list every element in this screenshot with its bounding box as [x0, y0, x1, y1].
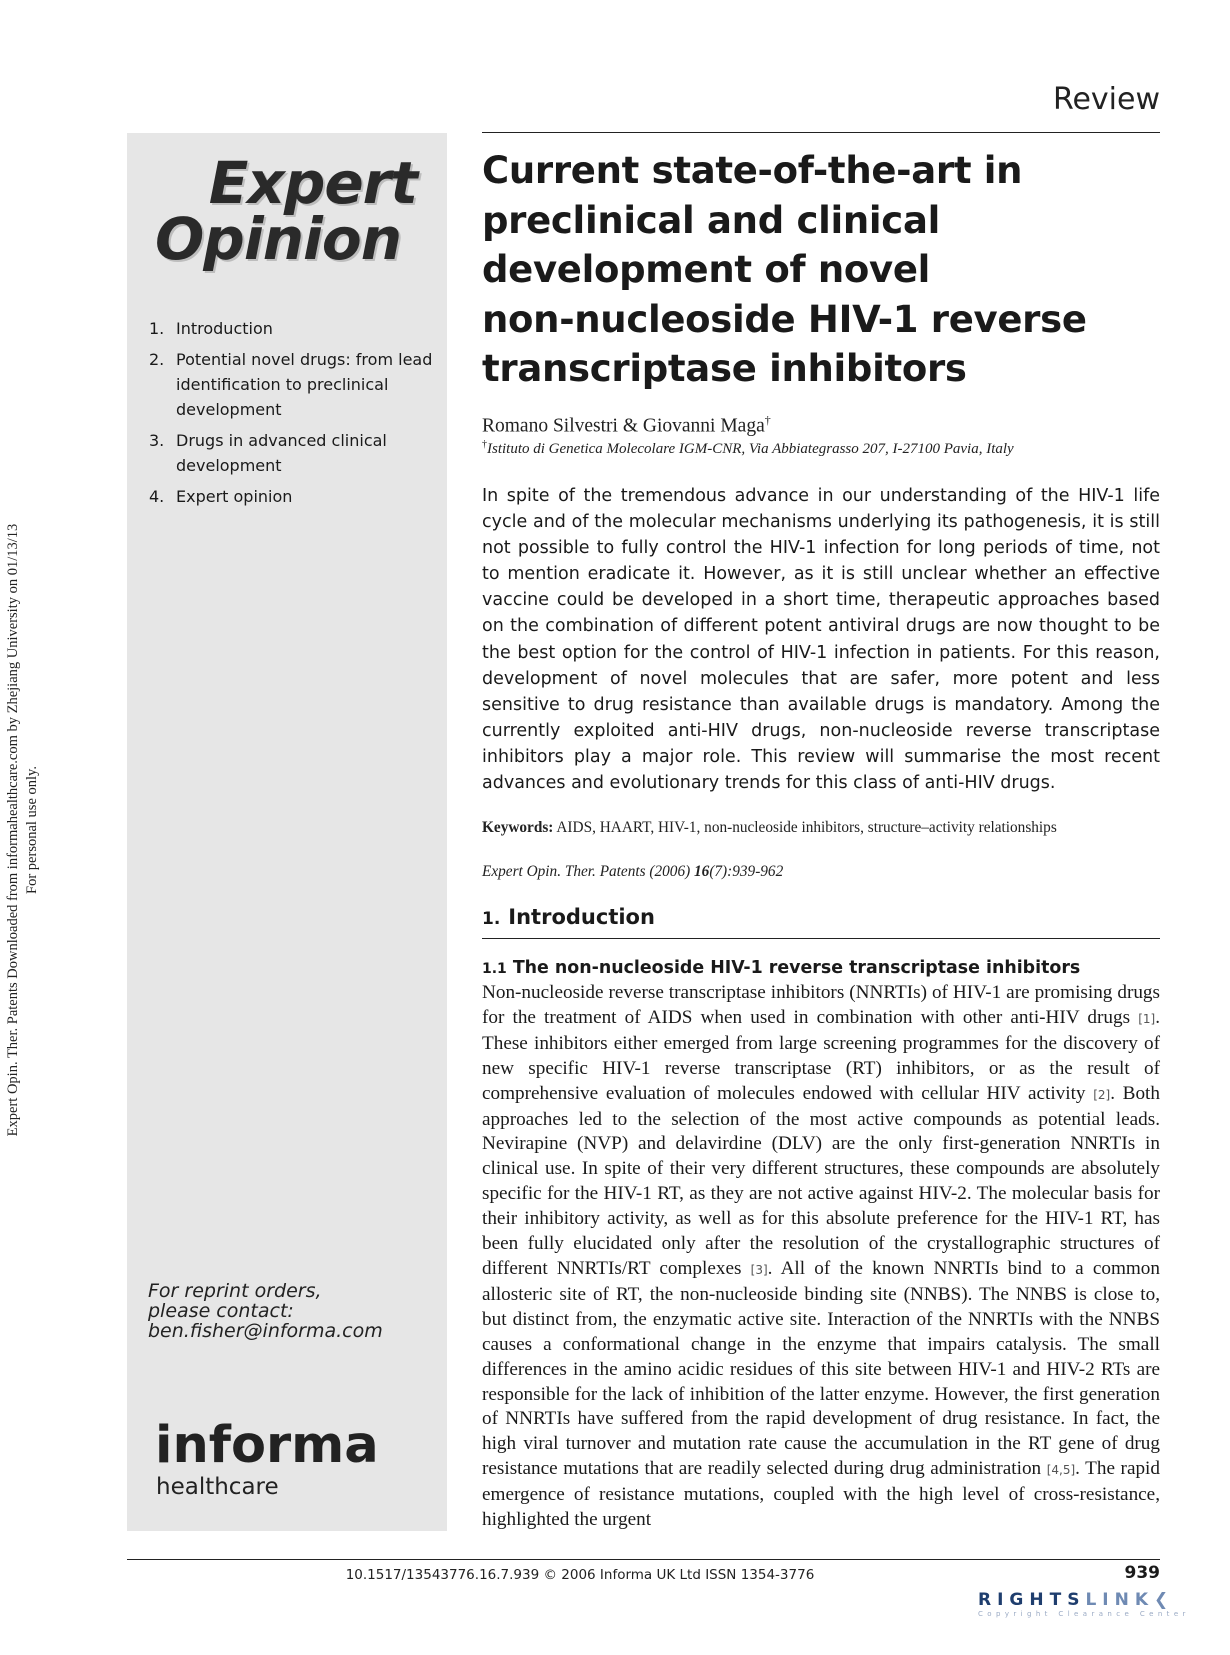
- affiliation-dagger: †: [482, 439, 487, 450]
- publisher-logo-division: healthcare: [156, 1474, 279, 1500]
- citation-volume: 16: [694, 863, 710, 880]
- toc-item-number: 4.: [149, 487, 165, 506]
- toc-item-number: 1.: [149, 319, 165, 338]
- citation-pages: (7):939-962: [709, 863, 784, 880]
- section-rule: [482, 938, 1160, 939]
- page-number: 939: [1124, 1563, 1160, 1583]
- reprint-contact: [148, 1281, 443, 1341]
- citation: [482, 863, 783, 881]
- toc-item-introduction[interactable]: [149, 316, 439, 341]
- subsection-heading: [482, 958, 1080, 978]
- publisher-logo-name: informa: [155, 1416, 379, 1475]
- toc-item-label: Expert opinion: [176, 487, 293, 506]
- citation-journal: Expert Opin. Ther. Patents (2006): [482, 863, 695, 880]
- author-dagger: †: [764, 413, 771, 427]
- subsection-number: 1.1: [482, 961, 507, 977]
- journal-logo-line1: Expert: [208, 149, 417, 217]
- reference-link[interactable]: [1]: [1138, 1011, 1156, 1026]
- author-names: Romano Silvestri & Giovanni Maga: [482, 415, 765, 437]
- section-number: 1.: [482, 909, 501, 929]
- toc-item-number: 3.: [149, 431, 165, 450]
- body-text: . These inhibitors either emerged from large screening programmes for the discovery of new specific HIV-1 reverse transcriptase (RT) inhibitors, or as the result of comprehensive evaluation of molecules endowed with cellular HIV activity: [482, 1006, 1160, 1104]
- sidebar: [127, 133, 447, 1531]
- footer-rule: [127, 1559, 1160, 1560]
- body-text: . All of the known NNRTIs bind to a common allosteric site of RT, the non-nucleoside binding site (NNBS). The NNBS is close to, but distinct from, the enzymatic active site. Interaction of the NNRTIs with the NNBS causes a conformational change in the enzyme that impairs catalysis. The small differences in the amino acidic residues of this site between HIV-1 and HIV-2 RTs are responsible for the lack of inhibition of the latter enzyme. However, the first generation of NNRTIs have suffered from the rapid development of drug resistance. In fact, the high viral turnover and mutation rate cause the accumulation in the RT gene of drug resistance mutations that are readily selected during drug administration: [482, 1257, 1160, 1480]
- rightslink-tagline: Copyright Clearance Center: [978, 1610, 1190, 1618]
- abstract: In spite of the tremendous advance in our understanding of the HIV-1 life cycle and of the molecular mechanisms underlying its pathogenesis, it is still not possible to fully control the HIV-1 infection for long periods of time, not to mention eradicate it. However, as it is still unclear whether an effective vaccine could be developed in a short time, therapeutic approaches based on the combination of different potent antiviral drugs are now thought to be the best option for the control of HIV-1 infection in patients. For this reason, development of novel molecules that are safer, more potent and less sensitive to drug resistance than available drugs is mandatory. Among the currently exploited anti-HIV drugs, non-nucleoside reverse transcriptase inhibitors play a major role. This review will summarise the most recent advances and evolutionary trends for this class of anti-HIV drugs.: [482, 486, 1160, 794]
- download-notice-line1: Expert Opin. Ther. Patents Downloaded from informahealthcare.com by Zhejiang University on 01/13/13: [5, 523, 21, 1137]
- rightslink-arrow-icon: ❮: [1154, 1590, 1175, 1610]
- section-heading: [482, 905, 655, 929]
- footer-doi: 10.1517/13543776.16.7.939 © 2006 Informa UK Ltd ISSN 1354-3776: [345, 1567, 815, 1583]
- article-title: [482, 146, 1142, 394]
- title-line: non-nucleoside HIV-1 reverse: [482, 297, 1087, 341]
- toc-item-label: Introduction: [176, 319, 273, 338]
- title-line: preclinical and clinical: [482, 198, 940, 242]
- authors: [482, 413, 771, 438]
- journal-logo-line2: Opinion: [155, 205, 402, 273]
- toc-item-label: Potential novel drugs: from lead identification to preclinical development: [176, 350, 433, 419]
- body-paragraph: [482, 981, 1160, 1533]
- title-line: development of novel: [482, 248, 930, 291]
- title-line: Current state-of-the-art in: [482, 149, 1023, 192]
- download-notice: [4, 470, 42, 1190]
- rightslink-wordmark: [978, 1590, 1174, 1610]
- reference-link[interactable]: [3]: [750, 1262, 768, 1277]
- rightslink-logo[interactable]: [978, 1590, 1190, 1618]
- toc-item-number: 2.: [149, 350, 165, 369]
- reprint-line1: For reprint orders,: [148, 1280, 322, 1302]
- keywords-list: AIDS, HAART, HIV-1, non-nucleoside inhibitors, structure–activity relationships: [556, 819, 1057, 836]
- reference-link[interactable]: [2]: [1093, 1087, 1111, 1102]
- rightslink-word-link: LINK: [1085, 1590, 1154, 1610]
- keywords: [482, 819, 1160, 837]
- publisher-logo: [155, 1418, 379, 1500]
- rightslink-word-rights: RIGHTS: [978, 1590, 1086, 1610]
- toc-item-label: Drugs in advanced clinical development: [176, 431, 387, 475]
- body-text: . The rapid emergence of resistance mutations, coupled with the high level of cross-resistance, highlighted the urgent: [482, 1458, 1160, 1531]
- toc-item-potential-novel-drugs[interactable]: [149, 347, 439, 422]
- reprint-email-link[interactable]: ben.fisher@informa.com: [148, 1320, 383, 1342]
- body-text: Non-nucleoside reverse transcriptase inhibitors (NNRTIs) of HIV-1 are promising drugs for the treatment of AIDS when used in combination with other anti-HIV drugs: [482, 982, 1160, 1028]
- title-line: transcriptase inhibitors: [482, 347, 967, 390]
- section-title: Introduction: [508, 905, 655, 929]
- article-type-label: Review: [1052, 82, 1160, 117]
- toc-item-drugs-advanced-clinical[interactable]: [149, 428, 439, 478]
- body-text: . Both approaches led to the selection of the most active compounds as potential leads. Nevirapine (NVP) and delavirdine (DLV) are the only first-generation NNRTIs in clinical use. In spite of their very different structures, these compounds are absolutely specific for the HIV-1 RT, as they are not active against HIV-2. The molecular basis for their inhibitory activity, as well as for this absolute preference for the HIV-1 RT, has been fully elucidated only after the resolution of the crystallographic structures of different NNRTIs/RT complexes: [482, 1082, 1160, 1279]
- toc-item-expert-opinion[interactable]: [149, 484, 439, 509]
- header-rule: [482, 132, 1160, 133]
- table-of-contents: [149, 316, 439, 515]
- affiliation: [482, 439, 1014, 458]
- reference-link[interactable]: [4,5]: [1046, 1463, 1076, 1478]
- reprint-line2: please contact:: [148, 1300, 294, 1322]
- journal-logo: [155, 149, 417, 273]
- subsection-title: The non-nucleoside HIV-1 reverse transcriptase inhibitors: [512, 958, 1081, 978]
- keywords-label: Keywords:: [482, 819, 554, 836]
- download-notice-line2: For personal use only.: [24, 766, 40, 894]
- affiliation-text: Istituto di Genetica Molecolare IGM-CNR, Via Abbiategrasso 207, I-27100 Pavia, Italy: [487, 441, 1014, 457]
